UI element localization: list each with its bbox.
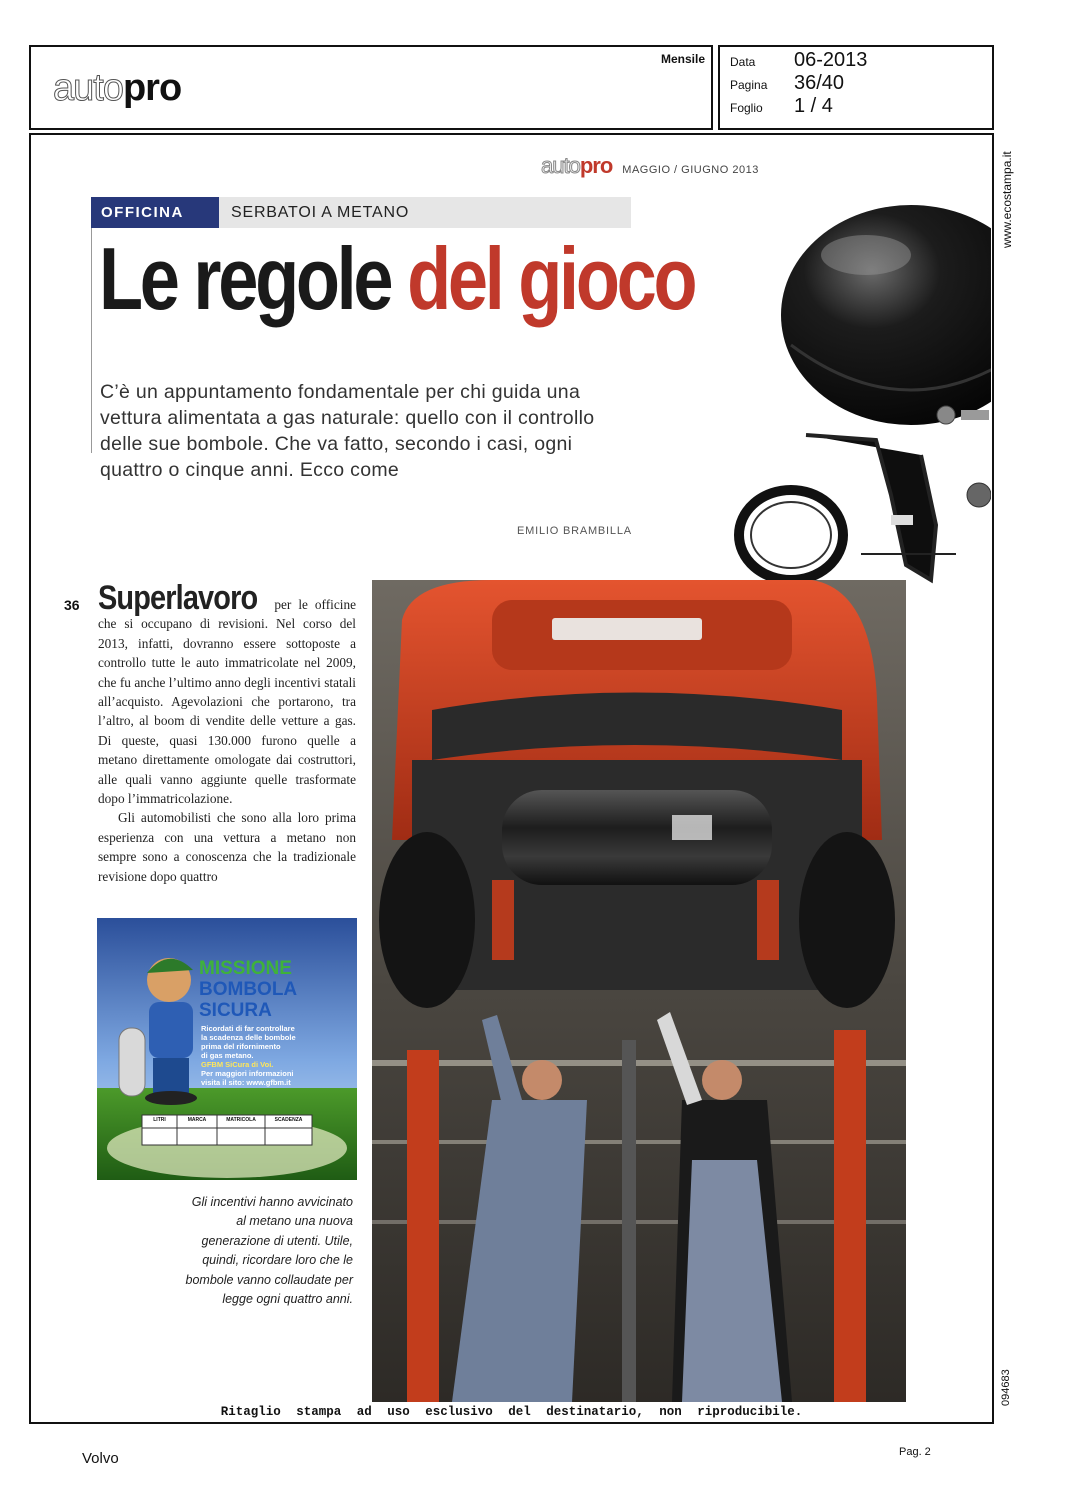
side-code: 094683 bbox=[1000, 1369, 1012, 1406]
photo-caption bbox=[181, 1193, 353, 1309]
tank-highlight bbox=[821, 235, 911, 275]
magazine-logo bbox=[541, 153, 612, 179]
cng-cylinder bbox=[502, 790, 772, 885]
caption-text: Gli incentivi hanno avvicinato al metano una nuova generazione di utenti. Utile, quindi, ricordare loro che le bombole vanno collaudate per legge ogni quattro anni. bbox=[185, 1195, 353, 1307]
section-tag: OFFICINA bbox=[91, 197, 219, 228]
date-label: Data bbox=[730, 55, 756, 69]
page-number: 36 bbox=[64, 597, 80, 613]
client-name: Volvo bbox=[82, 1450, 119, 1467]
logo-pro-text: pro bbox=[122, 67, 182, 109]
ad-text bbox=[201, 1024, 296, 1087]
ad-title-3: SICURA bbox=[199, 1000, 272, 1021]
mechanic-right-head bbox=[702, 1060, 742, 1100]
body-paragraph-2: Gli automobilisti che sono alla loro prima esperienza con una vettura a metano non sempre sono a conoscenza che la tradizionale revisione dopo quattro bbox=[98, 810, 356, 884]
ad-col-4: SCADENZA bbox=[274, 1117, 303, 1123]
autopro-logo bbox=[53, 67, 181, 110]
vertical-rule bbox=[91, 228, 92, 453]
mascot-tank bbox=[119, 1028, 145, 1096]
lead-word: Superlavoro bbox=[98, 579, 258, 617]
section-bar bbox=[91, 197, 631, 228]
issue-date: MAGGIO / GIUGNO 2013 bbox=[622, 164, 759, 176]
side-url: www.ecostampa.it bbox=[1000, 151, 1014, 248]
page-label: Pagina bbox=[730, 78, 768, 92]
wheel-right bbox=[799, 832, 895, 1008]
sheet-label: Foglio bbox=[730, 101, 763, 115]
missione-bombola-ad bbox=[97, 918, 357, 1180]
date-value: 06-2013 bbox=[794, 49, 868, 71]
lede-paragraph: C’è un appuntamento fondamentale per chi guida una vettura alimentata a gas naturale: quello con il controllo delle sue bombole. Che va fatto, secondo i casi, ogni quattro o cinque anni. Ecco come bbox=[100, 381, 595, 481]
cylinder-label bbox=[672, 815, 712, 840]
ad-text-2: la scadenza delle bombole bbox=[201, 1033, 296, 1042]
valve-fitting bbox=[937, 406, 955, 424]
magazine-line bbox=[541, 153, 759, 179]
valve-connector bbox=[967, 483, 991, 507]
mechanic-left-head bbox=[522, 1060, 562, 1100]
mascot-legs bbox=[153, 1058, 189, 1096]
wheel-left bbox=[379, 832, 475, 1008]
logo-auto-text: auto bbox=[53, 67, 123, 109]
clipping-header-meta bbox=[718, 45, 994, 130]
image-rule bbox=[861, 553, 956, 555]
strap-ring-inner bbox=[751, 502, 831, 568]
ad-text-4: di gas metano. bbox=[201, 1051, 254, 1060]
cng-tank-image bbox=[711, 195, 991, 595]
sheet-value: 1 / 4 bbox=[794, 95, 833, 117]
ad-brand: GFBM SiCura di Voi. bbox=[201, 1060, 274, 1069]
ad-col-1: LITRI bbox=[153, 1117, 166, 1123]
body-paragraph-1: per le officine che si occupano di revisioni. Nel corso del 2013, infatti, dovranno essere sottoposte a controllo tutte le auto immatricolate nel 2009, che fu anche l’ultimo anno degli incentivi statali all’acquisto. Agevolazioni che portarono, tra l’altro, al boom di vendite delle vetture a gas. Di queste, quasi 130.000 furono quelle a metano direttamente omologate dai costruttori, alle quali vanno aggiunte quelle trasformate dopo l’immatricolazione. bbox=[98, 597, 356, 807]
ad-info-2: visita il sito: www.gfbm.it bbox=[201, 1078, 291, 1087]
article-body bbox=[98, 579, 356, 886]
mascot-body bbox=[149, 1002, 193, 1058]
ad-col-2: MARCA bbox=[187, 1117, 207, 1123]
page-value: 36/40 bbox=[794, 72, 845, 94]
article-page bbox=[29, 133, 994, 1424]
ad-form-headers bbox=[142, 1117, 312, 1123]
spring-right bbox=[757, 880, 779, 960]
ad-text-1: Ricordati di far controllare bbox=[201, 1024, 295, 1033]
hose-label bbox=[891, 515, 913, 525]
ad-text-3: prima del rifornimento bbox=[201, 1042, 281, 1051]
ad-title-2: BOMBOLA bbox=[199, 979, 298, 1000]
headline-red: del gioco bbox=[407, 229, 695, 328]
strap-ring bbox=[739, 490, 843, 580]
license-plate bbox=[552, 618, 702, 640]
headline-dark: Le regole bbox=[99, 229, 408, 328]
mascot-shoes bbox=[145, 1091, 197, 1105]
ad-col-3: MATRICOLA bbox=[226, 1117, 256, 1123]
author-byline: EMILIO BRAMBILLA bbox=[517, 525, 632, 537]
clipping-header-left bbox=[29, 45, 713, 130]
valve-nozzle bbox=[961, 410, 989, 420]
frequency-label: Mensile bbox=[660, 52, 705, 66]
clipping-notice: Ritaglio stampa ad uso esclusivo del destinatario, non riproducibile. bbox=[220, 1405, 803, 1419]
ad-title bbox=[199, 958, 297, 1021]
mag-logo-auto: auto bbox=[541, 153, 580, 178]
ad-title-1: MISSIONE bbox=[199, 958, 292, 979]
lift-post-left bbox=[407, 1050, 439, 1402]
car-on-lift-photo bbox=[372, 580, 906, 1402]
ad-info-1: Per maggiori informazioni bbox=[201, 1069, 294, 1078]
lift-center-column bbox=[622, 1040, 636, 1402]
page-indicator: Pag. 2 bbox=[899, 1446, 931, 1458]
mag-logo-pro: pro bbox=[579, 153, 613, 178]
spring-left bbox=[492, 880, 514, 960]
lift-post-right bbox=[834, 1030, 866, 1402]
headline bbox=[99, 229, 695, 328]
section-topic: SERBATOI A METANO bbox=[231, 203, 410, 221]
